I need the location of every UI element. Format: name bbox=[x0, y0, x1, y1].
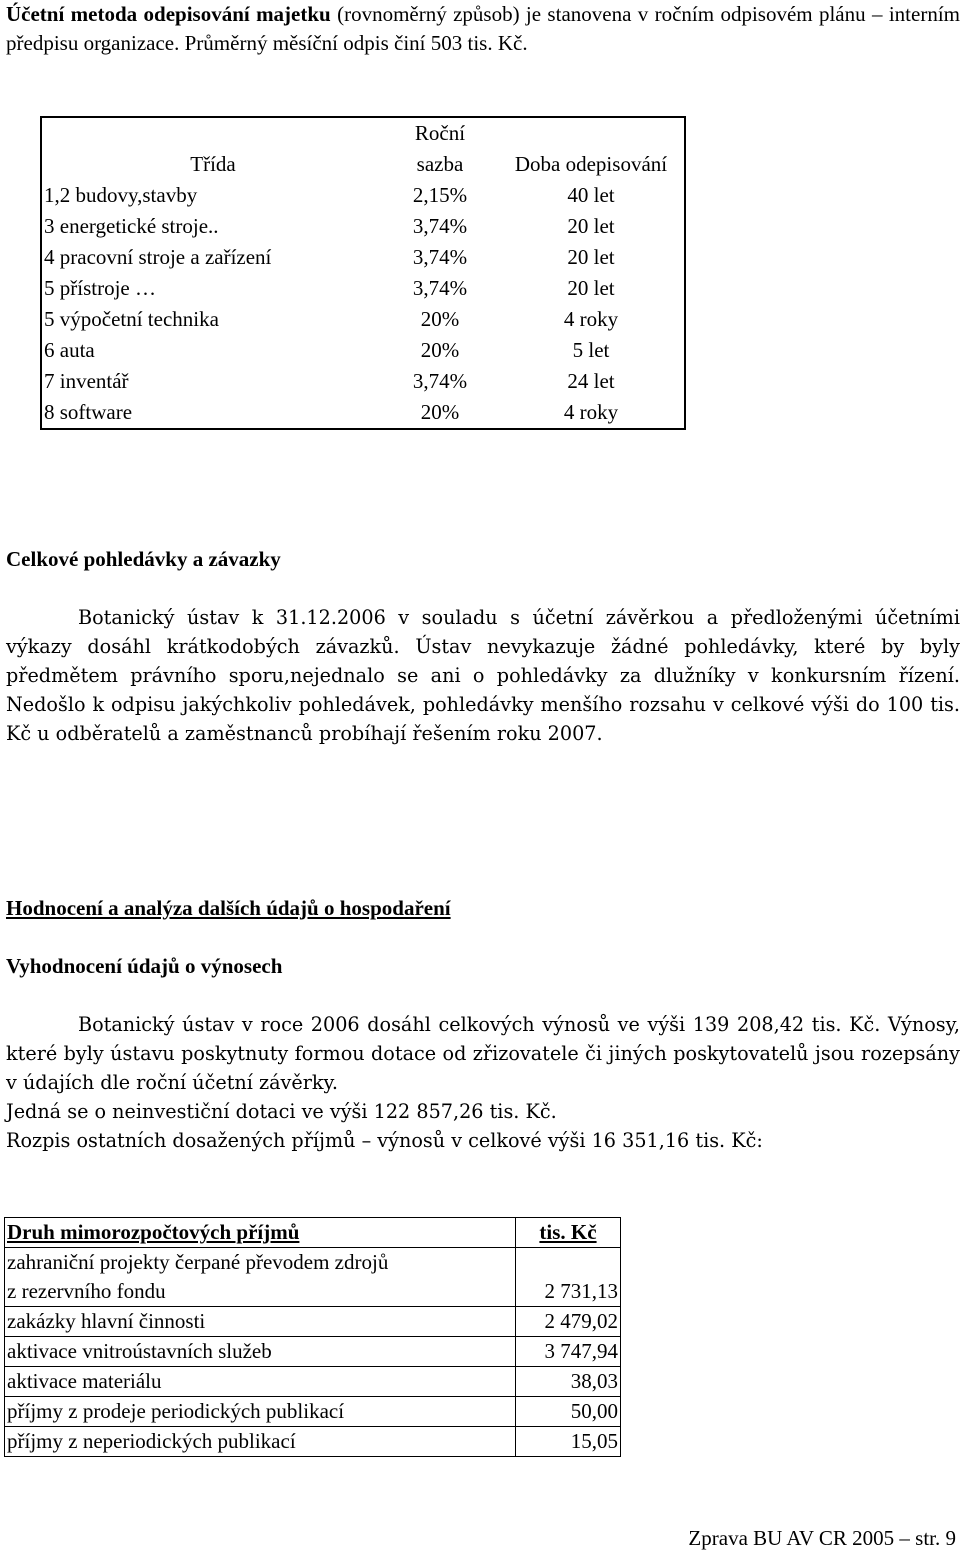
header-rate-line1: Roční bbox=[414, 121, 466, 145]
income-header-name: Druh mimorozpočtových příjmů bbox=[5, 1218, 516, 1248]
income-table bbox=[4, 1217, 621, 1457]
row-rate: 20% bbox=[420, 307, 460, 331]
income-row-name: příjmy z neperiodických publikací bbox=[5, 1427, 516, 1457]
table-row bbox=[41, 304, 685, 335]
header-rate bbox=[382, 117, 498, 180]
row-period: 40 let bbox=[567, 183, 615, 207]
row-rate: 20% bbox=[420, 338, 460, 362]
row-rate: 2,15% bbox=[412, 183, 468, 207]
income-table-header bbox=[5, 1218, 621, 1248]
intro-paragraph bbox=[6, 0, 960, 58]
header-period: Doba odepisování bbox=[514, 152, 668, 176]
row-rate: 3,74% bbox=[412, 245, 468, 269]
income-row-value bbox=[516, 1248, 621, 1278]
row-class: 6 auta bbox=[44, 338, 95, 362]
income-row-value: 15,05 bbox=[516, 1427, 621, 1457]
header-class: Třída bbox=[190, 152, 236, 176]
table-row bbox=[41, 366, 685, 397]
table-row bbox=[41, 180, 685, 211]
row-period: 20 let bbox=[567, 276, 615, 300]
claims-paragraph bbox=[6, 603, 960, 748]
row-rate: 3,74% bbox=[412, 276, 468, 300]
intro-text: (rovnoměrný způsob) je stanovena v ročním odpisovém plánu – interním předpisu organizace. Průměrný měsíční odpis činí 503 tis. Kč. bbox=[6, 2, 960, 55]
row-class: 7 inventář bbox=[44, 369, 129, 393]
table-row bbox=[5, 1248, 621, 1278]
intro-bold-lead: Účetní metoda odepisování majetku bbox=[6, 2, 331, 26]
income-row-value: 50,00 bbox=[516, 1397, 621, 1427]
revenue-para1 bbox=[6, 1010, 960, 1097]
table-row bbox=[5, 1427, 621, 1457]
row-period: 4 roky bbox=[563, 307, 619, 331]
row-period: 20 let bbox=[567, 214, 615, 238]
table-row bbox=[5, 1277, 621, 1307]
row-period: 24 let bbox=[567, 369, 615, 393]
revenue-para3: Rozpis ostatních dosažených příjmů – výnosů v celkové výši 16 351,16 tis. Kč: bbox=[6, 1129, 763, 1152]
revenue-section bbox=[6, 1010, 960, 1155]
income-row-value: 38,03 bbox=[516, 1367, 621, 1397]
row-class: 1,2 budovy,stavby bbox=[44, 183, 198, 207]
row-rate: 20% bbox=[420, 400, 460, 424]
income-row-name: aktivace vnitroústavních služeb bbox=[5, 1337, 516, 1367]
claims-heading: Celkové pohledávky a závazky bbox=[6, 547, 281, 571]
income-row-name: aktivace materiálu bbox=[5, 1367, 516, 1397]
row-class: 3 energetické stroje.. bbox=[44, 214, 219, 238]
table-row bbox=[5, 1367, 621, 1397]
row-period: 4 roky bbox=[563, 400, 619, 424]
income-header-value: tis. Kč bbox=[516, 1218, 621, 1248]
income-row-name: zahraniční projekty čerpané převodem zdrojů bbox=[5, 1248, 516, 1278]
row-rate: 3,74% bbox=[412, 369, 468, 393]
row-rate: 3,74% bbox=[412, 214, 468, 238]
income-row-value: 2 731,13 bbox=[516, 1277, 621, 1307]
depreciation-table-header bbox=[41, 117, 685, 180]
evaluation-heading: Hodnocení a analýza dalších údajů o hospodaření bbox=[6, 896, 451, 920]
claims-text: Botanický ústav k 31.12.2006 v souladu s účetní závěrkou a předloženými účetními výkazy dosáhl krátkodobých závazků. Ústav nevykazuje žádné pohledávky, které by byly předmětem právního sporu,nejednalo se ani o pohledávky za dlužníky v konkursním řízení. Nedošlo k odpisu jakýchkoliv pohledávek, pohledávky menšího rozsahu v celkové výši do 100 tis. Kč u odběratelů a zaměstnanců probíhají řešením roku 2007. bbox=[6, 606, 960, 745]
depreciation-table bbox=[40, 116, 686, 430]
row-class: 4 pracovní stroje a zařízení bbox=[44, 245, 272, 269]
income-row-value: 3 747,94 bbox=[516, 1337, 621, 1367]
table-row bbox=[5, 1307, 621, 1337]
table-row bbox=[5, 1337, 621, 1367]
table-row bbox=[41, 242, 685, 273]
income-row-name: příjmy z prodeje periodických publikací bbox=[5, 1397, 516, 1427]
header-rate-line2: sazba bbox=[416, 152, 464, 176]
revenue-para2: Jedná se o neinvestiční dotaci ve výši 122 857,26 tis. Kč. bbox=[6, 1100, 557, 1123]
row-period: 20 let bbox=[567, 245, 615, 269]
row-class: 8 software bbox=[44, 400, 133, 424]
table-row bbox=[5, 1397, 621, 1427]
revenue-para1-text: Botanický ústav v roce 2006 dosáhl celkových výnosů ve výši 139 208,42 tis. Kč. Výnosy, které byly ústavu poskytnuty formou dotace od zřizovatele či jiných poskytovatelů jsou rozepsány v údajích dle roční účetní závěrky. bbox=[6, 1013, 960, 1094]
income-row-value: 2 479,02 bbox=[516, 1307, 621, 1337]
row-period: 5 let bbox=[572, 338, 610, 362]
page-footer: Zprava BU AV CR 2005 – str. 9 bbox=[688, 1526, 956, 1550]
income-row-name: z rezervního fondu bbox=[5, 1277, 516, 1307]
row-class: 5 přístroje … bbox=[44, 276, 156, 300]
revenue-subheading: Vyhodnocení údajů o výnosech bbox=[6, 954, 283, 978]
table-row bbox=[41, 335, 685, 366]
table-row bbox=[41, 397, 685, 429]
row-class: 5 výpočetní technika bbox=[44, 307, 219, 331]
income-row-name: zakázky hlavní činnosti bbox=[5, 1307, 516, 1337]
table-row bbox=[41, 211, 685, 242]
table-row bbox=[41, 273, 685, 304]
